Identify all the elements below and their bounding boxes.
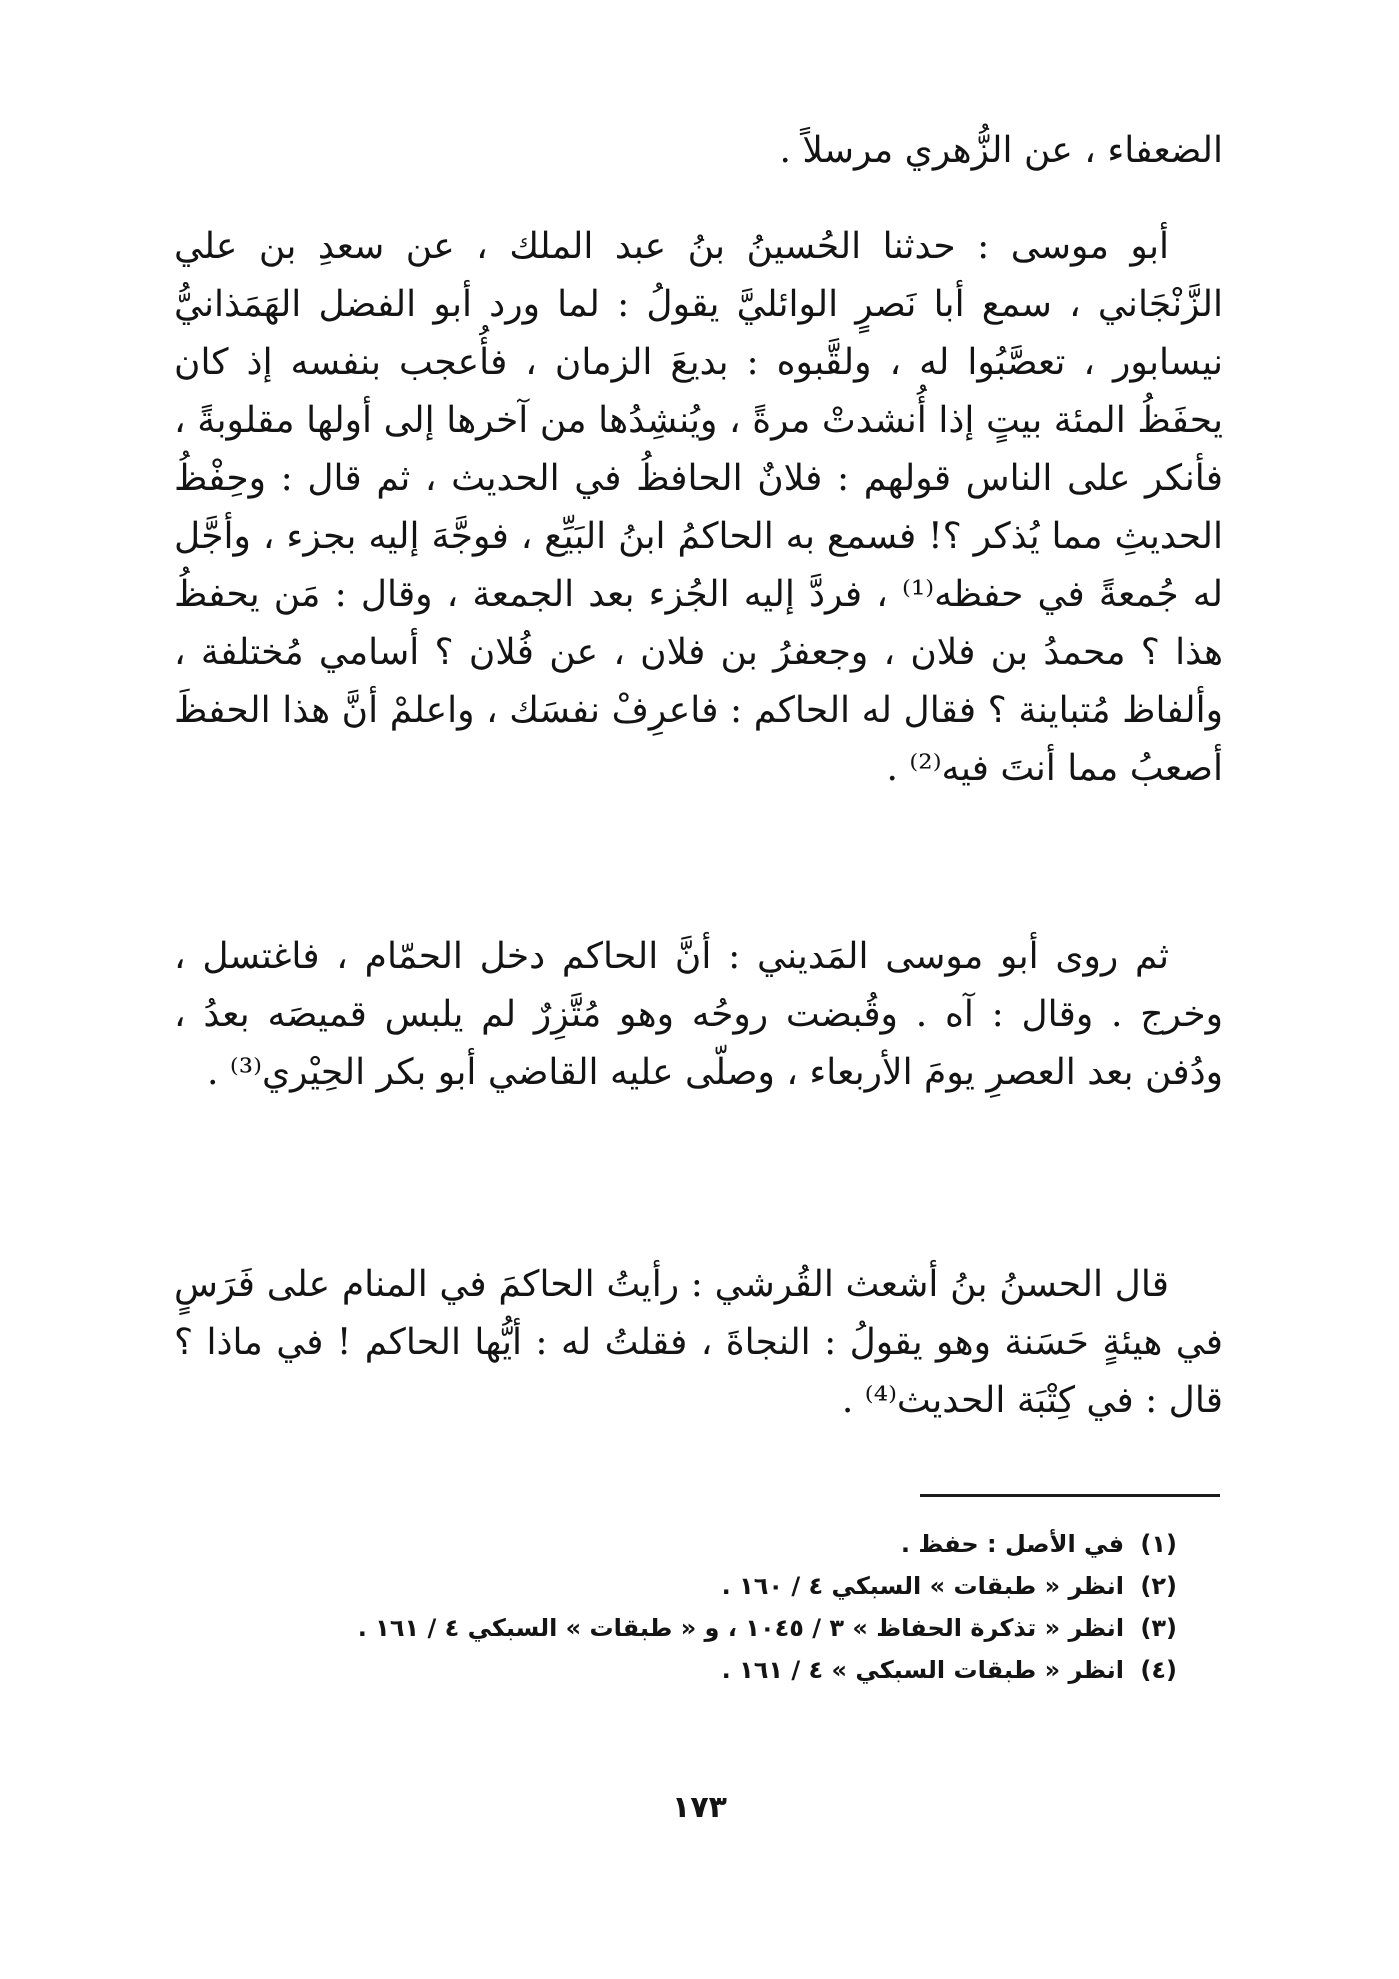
paragraph-continuation: الضعفاء ، عن الزُّهري مرسلاً . <box>779 130 1223 171</box>
footnote-4 <box>177 1650 1177 1690</box>
footnote-text: انظر « طبقات السبكي » ٤ / ١٦١ . <box>721 1656 1125 1684</box>
footnote-text: انظر « تذكرة الحفاظ » ٣ / ١٠٤٥ ، و « طبقات » السبكي ٤ / ١٦١ . <box>357 1614 1125 1642</box>
footnote-number: (١) <box>1140 1530 1177 1558</box>
paragraph-dream-narration: قال الحسنُ بنُ أشعث القُرشي : رأيتُ الحاكمَ في المنام على فَرَسٍ في هيئةٍ حَسَنة وهو يقولُ : النجاةَ ، فقلتُ له : أيُّها الحاكم ! في ماذا ؟ قال : في كِتْبَة الحديث⁽⁴⁾ . <box>174 1264 1223 1421</box>
footnote-text: في الأصل : حفظ . <box>900 1530 1125 1558</box>
footnote-number: (٢) <box>1140 1572 1177 1600</box>
footnote-text: انظر « طبقات » السبكي ٤ / ١٦٠ . <box>721 1572 1125 1600</box>
page-number: ١٧٣ <box>672 1790 727 1825</box>
footnote-1 <box>177 1524 1177 1564</box>
paragraph-al-hakim-death: ثم روى أبو موسى المَديني : أنَّ الحاكم دخل الحمّام ، فاغتسل ، وخرج . وقال : آه . وقُبضت روحُه وهو مُتَّزِرٌ لم يلبس قميصَه بعدُ ، ودُفن بعد العصرِ يومَ الأربعاء ، وصلّى عليه القاضي أبو بكر الحِيْري⁽³⁾ . <box>174 936 1223 1093</box>
footnote-3 <box>177 1608 1177 1648</box>
footnote-number: (٣) <box>1140 1614 1177 1642</box>
footnotes-section <box>177 1524 1177 1692</box>
footnote-number: (٤) <box>1140 1656 1177 1684</box>
paragraph-abu-musa-badi-al-zaman: أبو موسى : حدثنا الحُسينُ بنُ عبد الملك ، عن سعدِ بن علي الزَّنْجَاني ، سمع أبا نَصرٍ الوائليَّ يقولُ : لما ورد أبو الفضل الهَمَذانيُّ نيسابور ، تعصَّبُوا له ، ولقَّبوه : بديعَ الزمان ، فأُعجب بنفسه إذ كان يحفَظُ المئة بيتٍ إذا أُنشدتْ مرةً ، ويُنشِدُها من آخرها إلى أولها مقلوبةً ، فأنكر على الناس قولهم : فلانٌ الحافظُ في الحديث ، ثم قال : وحِفْظُ الحديثِ مما يُذكر ؟! فسمع به الحاكمُ ابنُ البَيِّع ، فوجَّهَ إليه بجزء ، وأجَّل له جُمعةً في حفظه⁽¹⁾ ، فردَّ إليه الجُزء بعد الجمعة ، وقال : مَن يحفظُ هذا ؟ محمدُ بن فلان ، وجعفرُ بن فلان ، عن فُلان ؟ أسامي مُختلفة ، وألفاظ مُتباينة ؟ فقال له الحاكم : فاعرِفْ نفسَك ، واعلمْ أنَّ هذا الحفظَ أصعبُ مما أنتَ فيه⁽²⁾ . <box>174 226 1224 789</box>
footnote-2 <box>177 1566 1177 1606</box>
footnote-separator-rule <box>920 1494 1220 1497</box>
